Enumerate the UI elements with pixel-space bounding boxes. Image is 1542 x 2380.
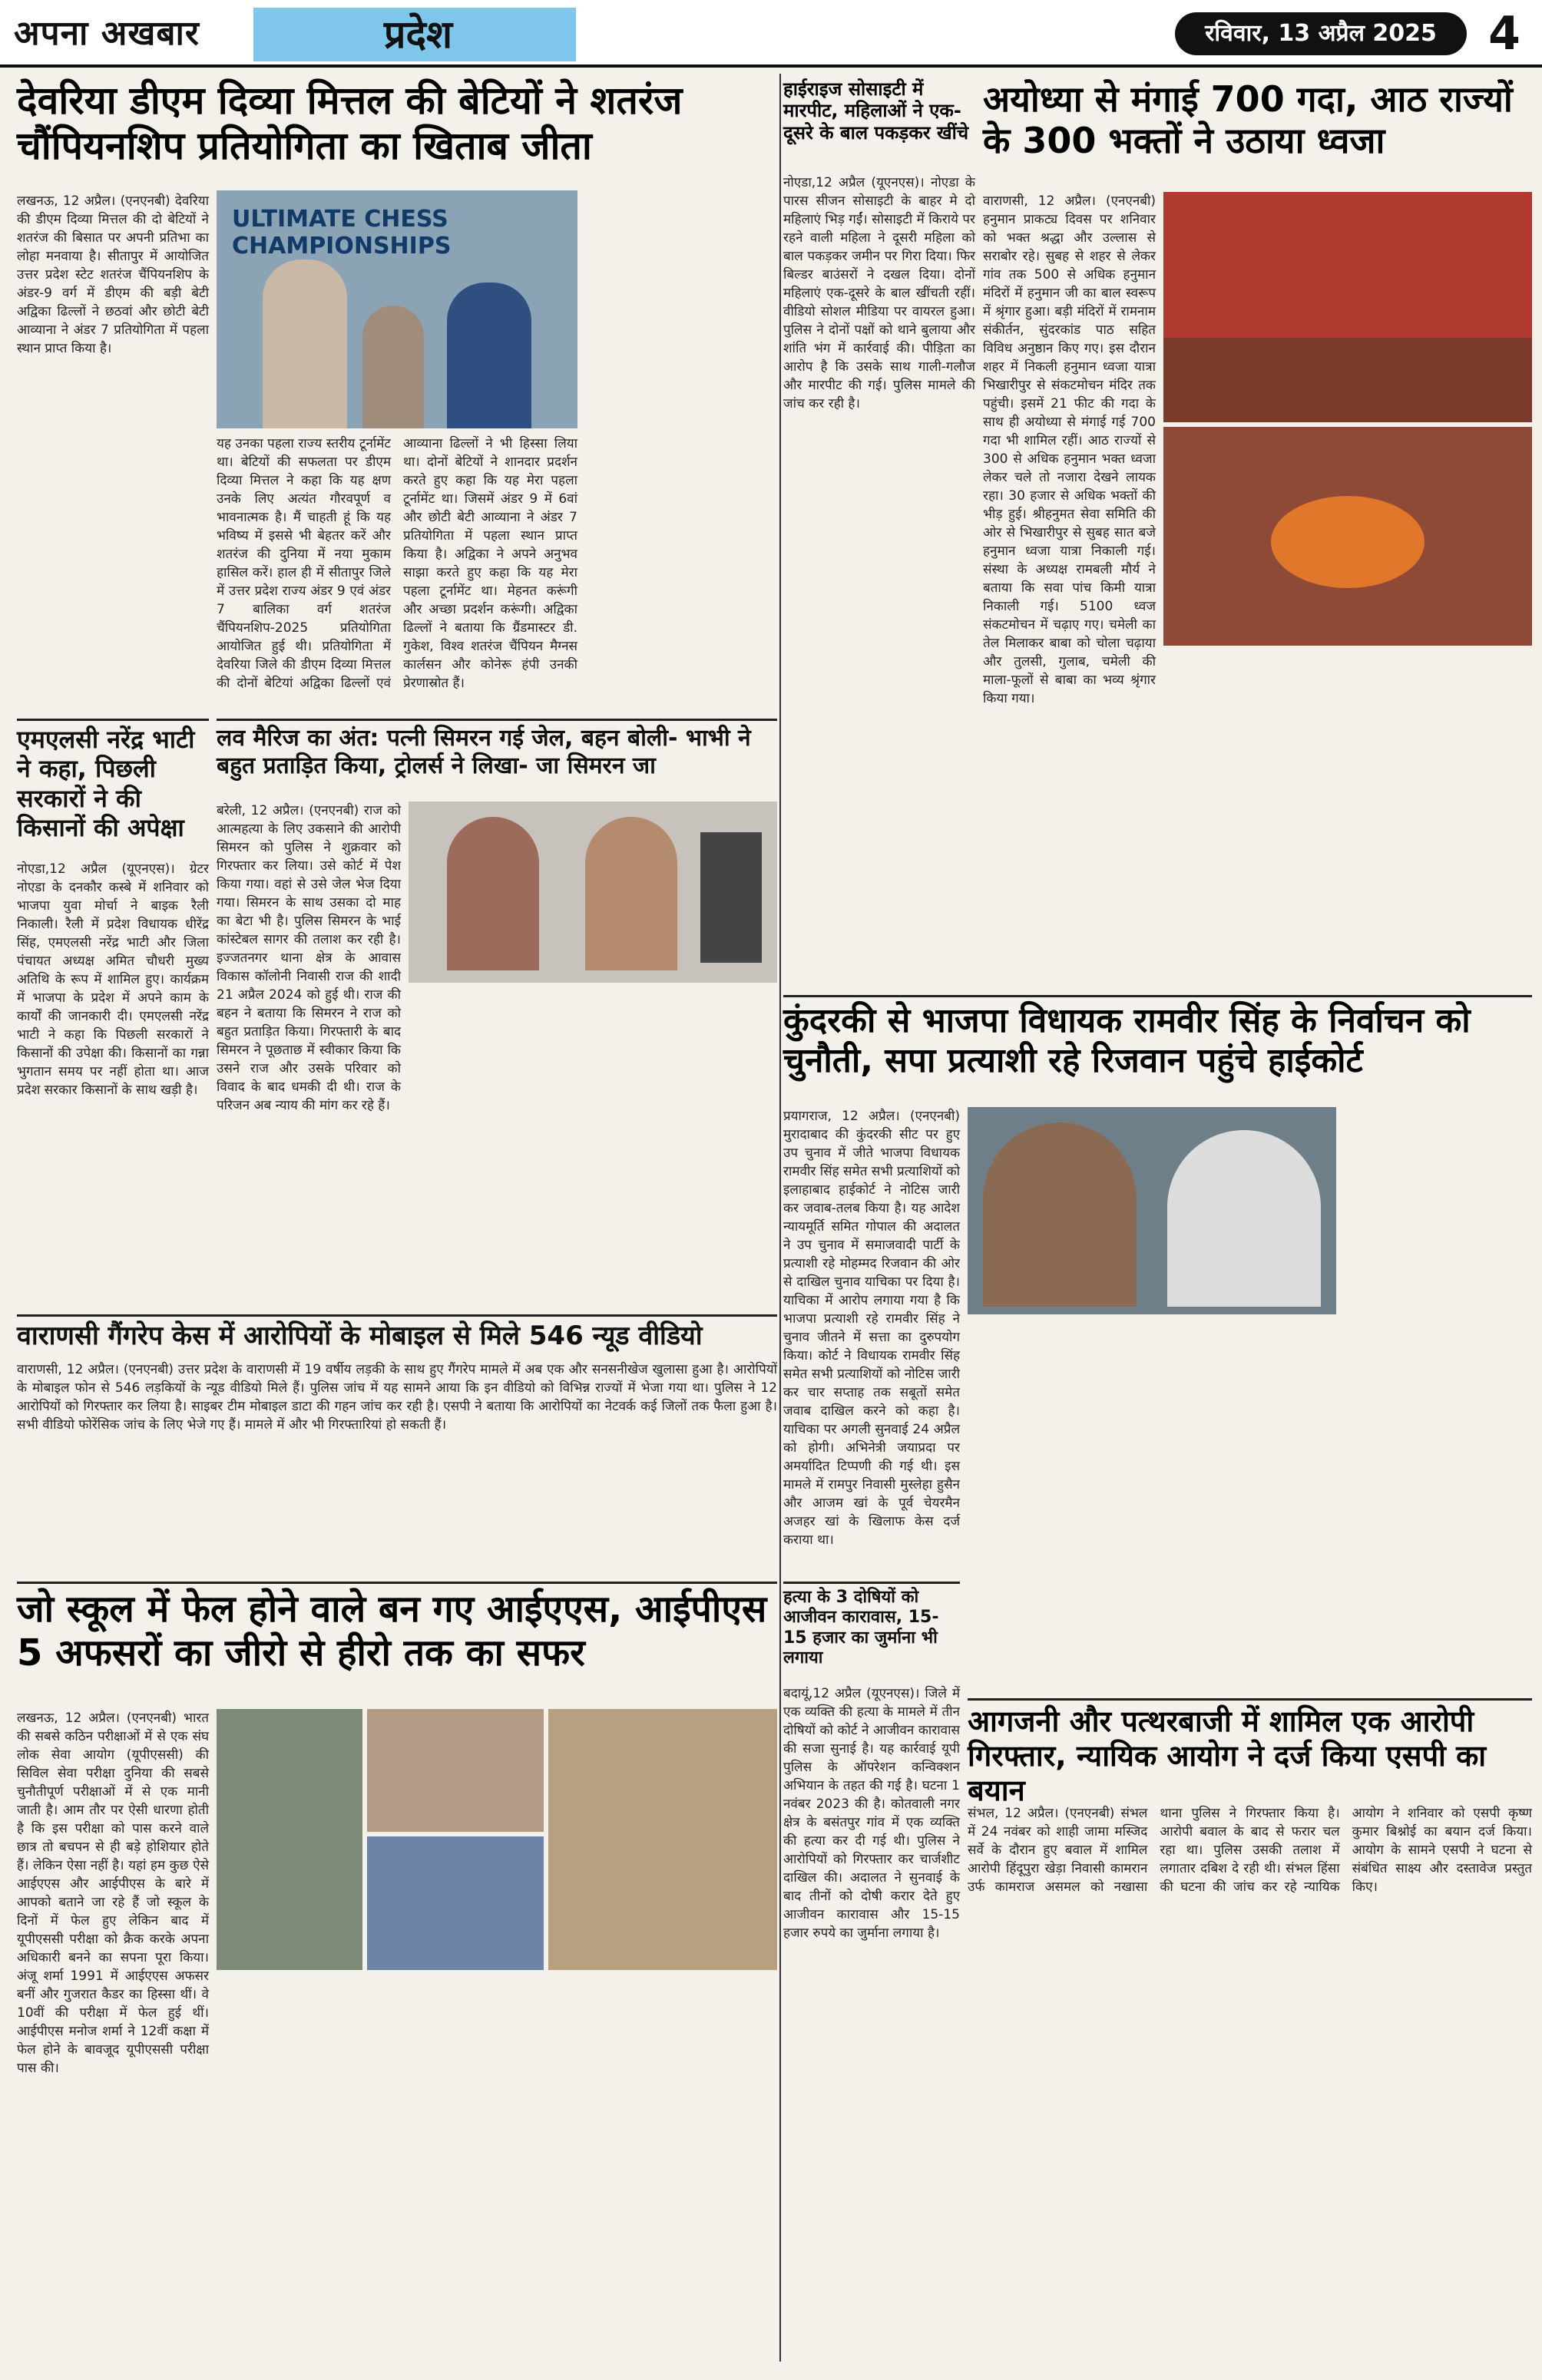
- jail-bars-graphic: [700, 832, 762, 963]
- love-body-continued: [409, 989, 777, 1311]
- school-body: लखनऊ, 12 अप्रैल। (एनएनबी) भारत की सबसे कठिन परीक्षाओं में से एक संघ लोक सेवा आयोग (यूपीएससी) की सिविल सेवा परीक्षा दुनिया की सबसे चुनौतीपूर्ण परीक्षाओं में से एक मानी जाती है। आम तौर पर ऐसी धारणा होती है कि इस परीक्षा को पास करने वाले छात्र तो बचपन से ही बड़े होशियार होते हैं। लेकिन ऐसा नहीं है। यहां हम कुछ ऐसे आईएएस और आईपीएस के बारे में आपको बताने जा रहे हैं जो स्कूल के दिनों में फेल हुए लेकिन बाद में यूपीएससी परीक्षा को क्रैक करके अपना अधिकारी बनने का सपना पूरा किया। अंजू शर्मा 1991 में आईएएस अफसर बनीं और गुजरात कैडर का हिस्सा थीं। वे 10वीं की परीक्षा में फेल हुई थीं। आईपीएस मनोज शर्मा ने 12वीं कक्षा में फेल होने के बावजूद यूपीएससी परीक्षा पास की।: [17, 1711, 209, 2076]
- person-figure: [983, 1122, 1137, 1307]
- person-figure: [447, 817, 539, 970]
- ayodhya-photo-flags: [1163, 192, 1532, 422]
- school-body-continued: [217, 1976, 777, 2360]
- person-figure: [263, 259, 347, 428]
- gada-shape: [1271, 496, 1425, 588]
- officer-photo-3: [367, 1836, 544, 1970]
- mla-headline: एमएलसी नरेंद्र भाटी ने कहा, पिछली सरकारों ने की किसानों की अपेक्षा: [17, 725, 195, 843]
- love-photo: [409, 802, 777, 983]
- ayodhya-body: वाराणसी, 12 अप्रैल। (एनएनबी) हनुमान प्राकट्य दिवस पर शनिवार को भक्त श्रद्धा और उल्लास से सराबोर रहे। सुबह से शहर से लेकर गांव तक 500 से अधिक हनुमान मंदिरों में हनुमान जी का बाल स्वरूप में श्रृंगार हुआ। बड़ी मंदिरों में रामनाम संकीर्तन, सुंदरकांड पाठ सहित विविध अनुष्ठान किए गए। इस दौरान शहर में निकली हनुमान ध्वजा यात्रा भिखारीपुर से संकटमोचन मंदिर तक पहुंची। इसमें 21 फीट की गदा के साथ ही अयोध्या से मंगाई गई 700 गदा भी शामिल रहीं। आठ राज्यों से 300 से अधिक हनुमान भक्त ध्वजा लेकर चले तो नजारा देखने लायक रहा। 30 हजार से अधिक भक्तों की भीड़ हुई। श्रीहनुमत सेवा समिति की ओर से भिखारीपुर से सुबह सात बजे हनुमान ध्वजा यात्रा निकाली गई। संस्था के अध्यक्ष रामबली मौर्य ने बताया कि सवा पांच किमी यात्रा निकाली गई। 5100 ध्वज संकटमोचन में चढ़ाए गए। चमेली का तेल मिलाकर बाबा को चोला चढ़ाया और तुलसी, गुलाब, चमेली की माला-फूलों से बाबा का भव्य श्रृंगार किया गया।: [983, 193, 1156, 706]
- divider: [783, 1582, 960, 1584]
- school-headline: जो स्कूल में फेल होने वाले बन गए आईएएस, आईपीएस 5 अफसरों का जीरो से हीरो तक का सफर: [17, 1588, 767, 1674]
- sambhal-headline: आगजनी और पत्थरबाजी में शामिल एक आरोपी गिरफ्तार, न्यायिक आयोग ने दर्ज किया एसपी का बयान: [968, 1704, 1487, 1807]
- kundarki-photo: [968, 1107, 1336, 1314]
- kundarki-body: प्रयागराज, 12 अप्रैल। (एनएनबी) मुरादाबाद की कुंदरकी सीट पर हुए उप चुनाव में जीते भाजपा विधायक रामवीर सिंह समेत सभी प्रत्याशियों को इलाहाबाद हाईकोर्ट ने नोटिस जारी कर जवाब-तलब किया है। यह आदेश न्यायमूर्ति समित गोपाल की अदालत ने उप चुनाव में समाजवादी पार्टी के प्रत्याशी रहे मोहम्मद रिजवान की ओर से दाखिल चुनाव याचिका पर दिया है। याचिका में आरोप लगाया गया है कि भाजपा प्रत्याशी रहे रामवीर सिंह ने चुनाव जीतने में सत्ता का दुरुपयोग किया। कोर्ट ने विधायक रामवीर सिंह समेत सभी प्रत्याशियों को नोटिस जारी कर चार सप्ताह तक सबूतों समेत जवाब दाखिल करने को कहा है। याचिका पर अगली सुनवाई 24 अप्रैल को होगी। अभिनेत्री जयाप्रदा पर अमर्यादित टिप्पणी की गई थी। इस मामले में रामपुर निवासी मुस्लेहा हुसैन और आजम खां के पूर्व चेयरमैन अजहर खां के खिलाफ केस दर्ज कराया था।: [783, 1109, 961, 1548]
- housing-headline: हाईराइज सोसाइटी में मारपीट, महिलाओं ने एक-दूसरे के बाल पकड़कर खींचे: [783, 78, 969, 144]
- officer-photo-4: [548, 1709, 777, 1970]
- divider: [17, 1314, 777, 1317]
- varanasi-headline: वाराणसी गैंगरेप केस में आरोपियों के मोबाइल से मिले 546 न्यूड वीडियो: [17, 1321, 703, 1351]
- chess-body: यह उनका पहला राज्य स्तरीय टूर्नामेंट था। बेटियों की सफलता पर डीएम दिव्या मित्तल ने कहा कि यह क्षण उनके लिए अत्यंत गौरवपूर्ण व भावनात्मक है। मैं चाहती हूं कि यह भविष्य में इससे भी बेहतर करें और शतरंज की दुनिया में नया मुकाम हासिल करें। हाल ही में सीतापुर जिले में उत्तर प्रदेश राज्य अंडर 9 एवं अंडर 7 बालिका वर्ग शतरंज चैंपियनशिप-2025 प्रतियोगिता आयोजित हुई थी। प्रतियोगिता में देवरिया जिले की डीएम दिव्या मित्तल की दोनों बेटियां अद्विका ढिल्लों एवं आव्याना ढिल्लों ने भी हिस्सा लिया था। दोनों बेटियों ने शानदार प्रदर्शन करते हुए कहा कि यह मेरा पहला टूर्नामेंट था। जिसमें अंडर 9 में 6वां और छोटी बेटी आव्याना ने अंडर 7 प्रतियोगिता में पहला स्थान प्राप्त किया है। अद्विका ने अपने अनुभव साझा करते हुए कहा कि यह मेरा पहला टूर्नामेंट था। मेहनत करूंगी और अच्छा प्रदर्शन करूंगी। अद्विका ढिल्लों ने बताया कि ग्रैंडमास्टर डी. गुकेश, विश्व शतरंज चैंपियन मैग्नस कार्लसन और कोनेरू हंपी उनकी प्रेरणास्रोत हैं।: [217, 436, 577, 691]
- officer-photo-1: [217, 1709, 362, 1970]
- newspaper-brand: अपना अखबार: [14, 14, 200, 53]
- ayodhya-headline: अयोध्या से मंगाई 700 गदा, आठ राज्यों के 300 भक्तों ने उठाया ध्वजा: [983, 78, 1513, 162]
- divider: [17, 1582, 777, 1584]
- person-figure: [1167, 1130, 1321, 1307]
- page-header: [0, 0, 1542, 68]
- person-figure: [585, 817, 677, 970]
- crowd-shape: [1163, 338, 1532, 422]
- ayodhya-photo-crowd: [1163, 427, 1532, 646]
- divider: [783, 995, 1532, 997]
- person-figure: [362, 306, 424, 428]
- divider: [217, 719, 777, 721]
- murder-headline: हत्या के 3 दोषियों को आजीवन कारावास, 15-15 हजार का जुर्माना भी लगाया: [783, 1588, 939, 1668]
- chess-photo-banner: ULTIMATE CHESS CHAMPIONSHIPS: [232, 206, 452, 259]
- ayodhya-body-continued: [1163, 653, 1532, 921]
- chess-dateline: लखनऊ, 12 अप्रैल। (एनएनबी) देवरिया की डीएम दिव्या मित्तल की दो बेटियों ने शतरंज की बिसात पर अपनी प्रतिभा का लोहा मनवाया है। सीतापुर में आयोजित उत्तर प्रदेश स्टेट शतरंज चैंपियनशिप के अंडर-9 वर्ग में डीएम की बड़ी बेटी अद्विका ढिल्लों ने छठवां और छोटी बेटी आव्याना ने अंडर 7 प्रतियोगिता में पहला स्थान प्राप्त किया है।: [17, 193, 209, 356]
- love-headline: लव मैरिज का अंत: पत्नी सिमरन गई जेल, बहन बोली- भाभी ने बहुत प्रताड़ित किया, ट्रोलर्स ने लिखा- जा सिमरन जा: [217, 725, 751, 779]
- page-number: 4: [1488, 7, 1520, 61]
- divider: [968, 1698, 1532, 1701]
- housing-body: नोएडा,12 अप्रैल (यूएनएस)। नोएडा के पारस सीजन सोसाइटी के बाहर मे दो महिलाएं भिड़ गईं। सोसाइटी में किराये पर रहने वाली महिला ने दूसरी महिला को बाल पकड़कर जमीन पर गिरा दिया। फिर बिल्डर बाउंसरों ने दखल दिया। दोनों महिलाएं एक-दूसरे के बाल खींचती रहीं। वीडियो सोशल मीडिया पर वायरल हुआ। पुलिस ने दोनों पक्षों को थाने बुलाया और शांति भंग में कार्रवाई की। पीड़िता का आरोप है कि उसके साथ गाली-गलौज और मारपीट की गई। पुलिस मामले की जांच कर रही है।: [783, 175, 975, 412]
- kundarki-body-continued: [968, 1321, 1336, 1689]
- divider: [17, 719, 209, 721]
- column-rule: [779, 74, 781, 2362]
- kundarki-headline: कुंदरकी से भाजपा विधायक रामवीर सिंह के निर्वाचन को चुनौती, सपा प्रत्याशी रहे रिजवान पहुंचे हाईकोर्ट: [783, 1001, 1471, 1080]
- officer-photo-2: [367, 1709, 544, 1832]
- person-figure: [447, 283, 531, 428]
- section-title: प्रदेश: [253, 8, 576, 61]
- chess-photo: [217, 190, 577, 428]
- chess-headline: देवरिया डीएम दिव्या मित्तल की बेटियों ने शतरंज चौंपियनशिप प्रतियोगिता का खिताब जीता: [17, 78, 683, 168]
- sambhal-body: संभल, 12 अप्रैल। (एनएनबी) संभल में 24 नवंबर को शाही जामा मस्जिद सर्वे के दौरान हुए बवाल में शामिल आरोपी हिंदूपुरा खेड़ा निवासी कामरान उर्फ कामराज असमल को नखासा थाना पुलिस ने गिरफ्तार किया है। आरोपी बवाल के बाद से फरार चल रहा था। पुलिस उसकी तलाश में लगातार दबिश दे रही थी। संभल हिंसा की घटना की जांच कर रहे न्यायिक आयोग ने शनिवार को एसपी कृष्ण कुमार बिश्नोई का बयान दर्ज किया। आयोग के सामने एसपी ने घटना से संबंधित साक्ष्य और दस्तावेज प्रस्तुत किए।: [968, 1806, 1532, 1895]
- mla-body: नोएडा,12 अप्रैल (यूएनएस)। ग्रेटर नोएडा के दनकौर कस्बे में शनिवार को भाजपा युवा मोर्चा ने बाइक रैली निकाली। रैली में प्रदेश विधायक धीरेंद्र सिंह, एमएलसी नरेंद्र भाटी और जिला पंचायत अध्यक्ष अमित चौधरी मुख्य अतिथि के रूप में शामिल हुए। कार्यक्रम में भाजपा के प्रदेश में अपने काम के कार्यों की जानकारी दी। एमएलसी नरेंद्र भाटी ने कहा कि पिछली सरकारों ने किसानों की उपेक्षा की। किसानों का गन्ना भुगतान समय पर नहीं होता था। आज प्रदेश सरकार किसानों के साथ खड़ी है।: [17, 861, 209, 1098]
- love-body: बरेली, 12 अप्रैल। (एनएनबी) राज को आत्महत्या के लिए उकसाने की आरोपी सिमरन को पुलिस ने शुक्रवार को गिरफ्तार कर लिया। उसे कोर्ट में पेश किया गया। वहां से उसे जेल भेज दिया गया। सिमरन के साथ उसका दो माह का बेटा भी है। पुलिस सिमरन के भाई कांस्टेबल सागर की तलाश कर रही है। इज्जतनगर थाना क्षेत्र के आवास विकास कॉलोनी निवासी राज की शादी 21 अप्रैल 2024 को हुई थी। राज की बहन ने बताया कि सिमरन ने राज को बहुत प्रताड़ित किया। गिरफ्तारी के बाद सिमरन ने पूछताछ में स्वीकार किया कि उसने राज और उसके परिवार को विवाद के बाद धमकी दी थी। राज के परिजन अब न्याय की मांग कर रहे हैं।: [217, 803, 401, 1113]
- chess-body-continued: [585, 192, 777, 714]
- murder-body: बदायूं,12 अप्रैल (यूएनएस)। जिले में एक व्यक्ति की हत्या के मामले में तीन दोषियों को कोर्ट ने आजीवन कारावास की सजा सुनाई है। यह कार्रवाई यूपी पुलिस के ऑपरेशन कन्विक्शन अभियान के तहत की गई है। घटना 1 नवंबर 2023 की है। कोतवाली नगर क्षेत्र के बसंतपुर गांव में एक व्यक्ति की हत्या कर दी गई थी। पुलिस ने आरोपियों को गिरफ्तार कर चार्जशीट दाखिल की। अदालत ने सुनवाई के बाद तीनों को दोषी करार देते हुए आजीवन कारावास और 15-15 हजार रुपये का जुर्माना लगाया है।: [783, 1686, 960, 1941]
- kundarki-body-side: [1344, 1107, 1532, 1706]
- varanasi-body: वाराणसी, 12 अप्रैल। (एनएनबी) उत्तर प्रदेश के वाराणसी में 19 वर्षीय लड़की के साथ हुए गैंगरेप मामले में अब एक और सनसनीखेज खुलासा हुआ है। आरोपियों के मोबाइल फोन से 546 लड़कियों के न्यूड वीडियो मिले हैं। पुलिस जांच में यह सामने आया कि इन वीडियो को विभिन्न राज्यों में भेजा गया था। पुलिस ने 12 आरोपियों को गिरफ्तार कर लिया है। साइबर टीम मोबाइल डाटा की गहन जांच कर रही है। एसपी ने बताया कि आरोपियों का नेटवर्क कई जिलों तक फैला हुआ है। सभी वीडियो फोरेंसिक जांच के लिए भेजे गए हैं। मामले में और भी गिरफ्तारियां हो सकती हैं।: [17, 1362, 777, 1433]
- issue-date: रविवार, 13 अप्रैल 2025: [1175, 12, 1467, 55]
